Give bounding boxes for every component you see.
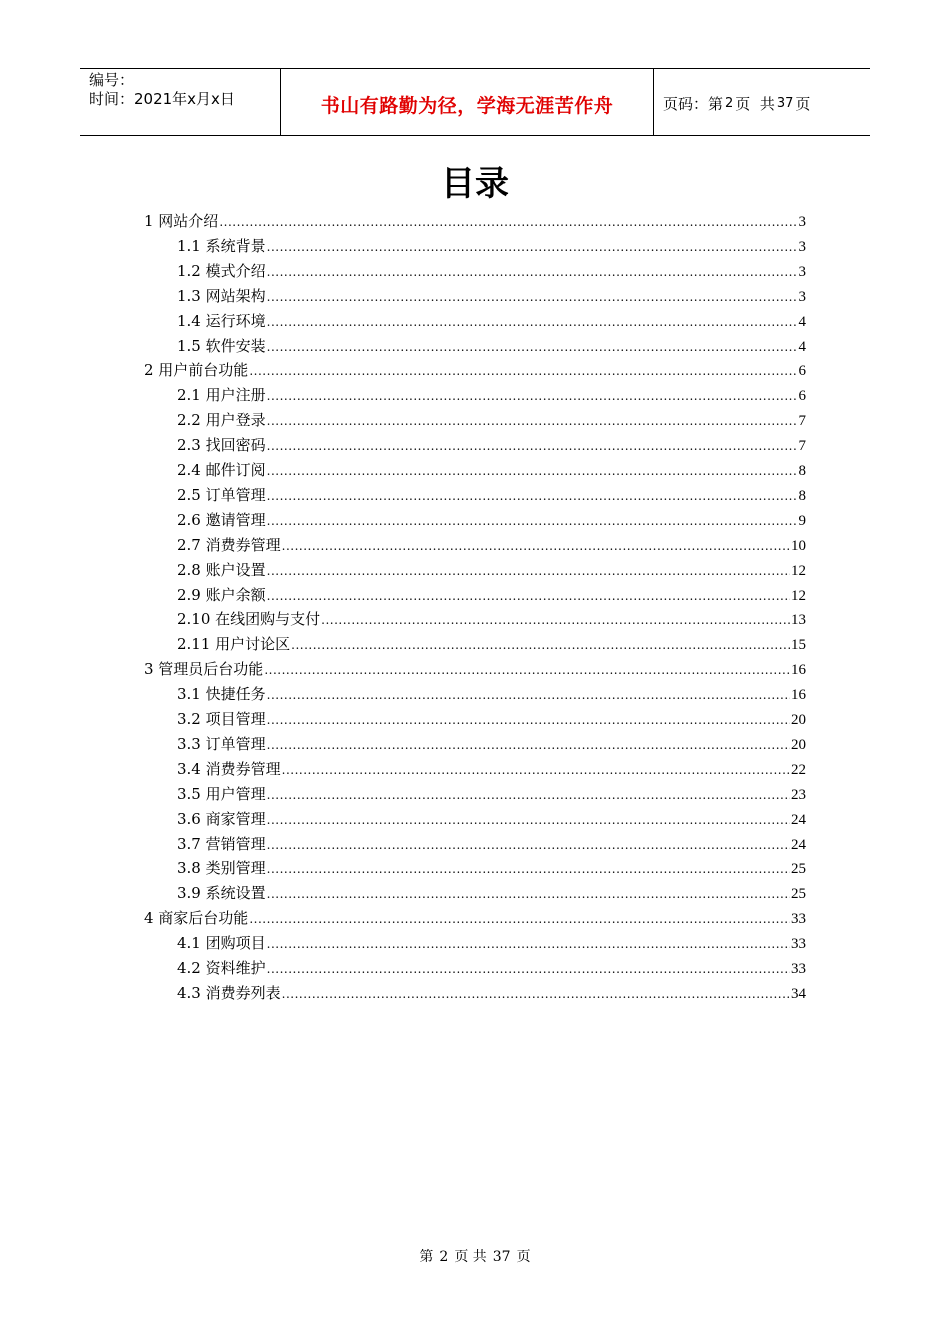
- toc-entry-label: 2.10 在线团购与支付: [177, 610, 321, 629]
- toc-leader-dots: [267, 857, 790, 881]
- toc-entry[interactable]: [177, 682, 806, 706]
- toc-entry[interactable]: [144, 657, 806, 681]
- toc-entry[interactable]: [177, 807, 806, 831]
- toc-entry-label: 2.7 消费券管理: [177, 535, 281, 554]
- toc-entry-label: 2.5 订单管理: [177, 485, 266, 504]
- toc-entry-page: 12: [791, 587, 806, 604]
- toc-entry-label: 2.2 用户登录: [177, 411, 266, 430]
- toc-entry-label: 4.1 团购项目: [177, 934, 266, 953]
- toc-entry-page: 33: [791, 911, 806, 928]
- toc-entry-page: 23: [791, 786, 806, 803]
- toc-entry[interactable]: [144, 906, 806, 930]
- toc-entry[interactable]: [177, 881, 806, 905]
- toc-entry-label: 2.1 用户注册: [177, 386, 266, 405]
- toc-entry-page: 3: [798, 238, 806, 255]
- page-mid: 页 共: [735, 94, 775, 113]
- toc-leader-dots: [267, 310, 798, 334]
- toc-entry-label: 1 网站介绍: [144, 212, 219, 230]
- toc-leader-dots: [282, 758, 790, 782]
- toc-leader-dots: [321, 608, 790, 632]
- toc-leader-dots: [267, 683, 790, 707]
- toc-entry[interactable]: [177, 632, 806, 656]
- footer-prefix: 第: [419, 1249, 434, 1265]
- toc-entry[interactable]: [177, 458, 806, 482]
- toc-entry-page: 24: [791, 811, 806, 828]
- toc-entry-page: 9: [798, 512, 806, 529]
- toc-entry-page: 20: [791, 736, 806, 753]
- toc-entry-label: 1.5 软件安装: [177, 336, 266, 355]
- toc-entry-label: 1.1 系统背景: [177, 236, 266, 255]
- toc-entry[interactable]: [177, 782, 806, 806]
- toc-entry-page: 4: [798, 338, 806, 355]
- toc-entry-page: 7: [798, 438, 806, 455]
- page-footer: [0, 1246, 950, 1266]
- footer-current: 2: [439, 1249, 449, 1265]
- header-page-info: [654, 69, 870, 135]
- toc-entry-label: 2.9 账户余额: [177, 585, 266, 604]
- motto: 书山有路勤为径，学海无涯苦作舟: [320, 94, 614, 117]
- toc-leader-dots: [282, 534, 790, 558]
- toc-entry[interactable]: [144, 358, 806, 382]
- toc-entry-label: 2.4 邮件订阅: [177, 461, 266, 479]
- toc-leader-dots: [267, 808, 790, 832]
- toc-entry-page: 10: [791, 537, 806, 554]
- toc-entry-page: 22: [791, 761, 806, 778]
- toc-entry-page: 16: [791, 662, 806, 679]
- toc-entry[interactable]: [177, 433, 806, 457]
- toc-entry[interactable]: [177, 284, 806, 308]
- toc-entry-label: 2.6 邀请管理: [177, 510, 266, 529]
- toc-leader-dots: [264, 658, 790, 682]
- toc-entry-label: 3.3 订单管理: [177, 734, 266, 753]
- toc-leader-dots: [267, 434, 798, 458]
- toc-entry[interactable]: [177, 334, 806, 358]
- toc-entry-page: 20: [791, 712, 806, 728]
- toc-entry[interactable]: [177, 732, 806, 756]
- toc-entry[interactable]: [177, 234, 806, 258]
- toc-entry[interactable]: [177, 558, 806, 582]
- toc-entry-page: 4: [798, 313, 806, 330]
- toc-entry-label: 4 商家后台功能: [144, 909, 249, 928]
- toc-entry[interactable]: [177, 408, 806, 432]
- toc-entry-label: 1.3 网站架构: [177, 286, 266, 305]
- toc-entry[interactable]: [177, 533, 806, 557]
- page-total: 37: [776, 95, 794, 111]
- toc-entry-label: 2.3 找回密码: [177, 436, 266, 455]
- time-label: 时间：2021年x月x日: [89, 90, 235, 108]
- toc-entry-page: 13: [791, 612, 806, 629]
- toc-entry-label: 3.7 营销管理: [177, 834, 266, 853]
- toc-entry-label: 3.8 类别管理: [177, 859, 266, 878]
- serial-label: 编号：: [89, 71, 135, 89]
- toc-entry-label: 3.2 项目管理: [177, 710, 266, 728]
- toc-entry[interactable]: [177, 259, 806, 283]
- toc-leader-dots: [267, 484, 798, 508]
- toc-entry-page: 33: [791, 961, 806, 977]
- header-meta: [80, 69, 281, 135]
- toc-entry[interactable]: [177, 832, 806, 856]
- toc-entry-page: 3: [798, 263, 806, 280]
- toc-entry-page: 7: [798, 413, 806, 430]
- toc-entry-label: 3.9 系统设置: [177, 884, 266, 903]
- toc-entry[interactable]: [177, 383, 806, 407]
- toc-entry[interactable]: [177, 757, 806, 781]
- toc-entry-page: 16: [791, 687, 806, 704]
- toc-entry[interactable]: [177, 707, 806, 731]
- toc-entry-page: 25: [791, 861, 806, 878]
- toc-entry-label: 4.3 消费券列表: [177, 983, 281, 1002]
- toc-entry[interactable]: [177, 607, 806, 631]
- toc-leader-dots: [267, 235, 798, 259]
- toc-entry-page: 6: [798, 363, 806, 380]
- toc-leader-dots: [267, 335, 798, 359]
- toc-entry-label: 4.2 资料维护: [177, 959, 266, 977]
- toc-entry[interactable]: [177, 981, 806, 1005]
- toc-entry-page: 3: [798, 214, 806, 230]
- toc-entry-page: 8: [798, 487, 806, 504]
- footer-suffix: 页: [516, 1249, 531, 1265]
- toc-leader-dots: [267, 409, 798, 433]
- toc-leader-dots: [267, 559, 790, 583]
- toc-leader-dots: [219, 210, 797, 234]
- footer-total: 37: [492, 1249, 511, 1265]
- toc-leader-dots: [249, 359, 797, 383]
- toc-entry-label: 1.2 模式介绍: [177, 261, 266, 280]
- toc-leader-dots: [249, 907, 790, 931]
- toc-entry-page: 34: [791, 985, 806, 1002]
- page-title: 目录: [441, 164, 509, 204]
- toc-entry-page: 12: [791, 562, 806, 579]
- toc-leader-dots: [267, 584, 790, 608]
- toc-leader-dots: [267, 733, 790, 757]
- toc-entry-label: 2.11 用户讨论区: [177, 635, 291, 654]
- toc-entry[interactable]: [177, 931, 806, 955]
- toc-entry[interactable]: [177, 583, 806, 607]
- page-header: [80, 68, 870, 136]
- toc-entry-page: 15: [791, 637, 806, 654]
- page-prefix: 页码：第: [663, 94, 724, 113]
- toc-leader-dots: [267, 882, 790, 906]
- toc-entry[interactable]: [177, 856, 806, 880]
- toc-leader-dots: [267, 833, 790, 857]
- toc-entry-label: 3.4 消费券管理: [177, 759, 281, 778]
- toc-leader-dots: [267, 708, 790, 732]
- toc-entry-page: 25: [791, 886, 806, 903]
- header-motto-cell: [281, 69, 654, 135]
- toc-leader-dots: [267, 459, 798, 483]
- toc-entry-label: 1.4 运行环境: [177, 311, 266, 330]
- toc-entry[interactable]: [177, 309, 806, 333]
- page-suffix: 页: [795, 94, 811, 113]
- toc-entry[interactable]: [177, 956, 806, 980]
- toc-entry[interactable]: [177, 483, 806, 507]
- toc-leader-dots: [267, 957, 790, 981]
- toc-leader-dots: [267, 509, 798, 533]
- page-current: 2: [725, 95, 734, 111]
- toc-leader-dots: [267, 783, 790, 807]
- toc-leader-dots: [267, 285, 798, 309]
- toc-entry-label: 3.1 快捷任务: [177, 685, 266, 704]
- toc-leader-dots: [291, 633, 790, 657]
- toc-entry-page: 8: [798, 463, 806, 479]
- toc-entry-label: 3.5 用户管理: [177, 784, 266, 803]
- toc-leader-dots: [282, 982, 790, 1006]
- toc-entry-page: 33: [791, 936, 806, 953]
- toc-entry-page: 3: [798, 288, 806, 305]
- toc-leader-dots: [267, 260, 798, 284]
- toc-entry-page: 6: [798, 388, 806, 405]
- toc-leader-dots: [267, 932, 790, 956]
- toc-entry-label: 3.6 商家管理: [177, 809, 266, 828]
- toc-leader-dots: [267, 384, 798, 408]
- toc-entry-page: 24: [791, 836, 806, 853]
- toc-entry[interactable]: [177, 508, 806, 532]
- toc-entry[interactable]: [144, 209, 806, 233]
- toc-entry-label: 3 管理员后台功能: [144, 660, 264, 679]
- footer-mid: 页 共: [454, 1249, 487, 1265]
- toc-entry-label: 2 用户前台功能: [144, 361, 249, 380]
- toc-entry-label: 2.8 账户设置: [177, 560, 266, 579]
